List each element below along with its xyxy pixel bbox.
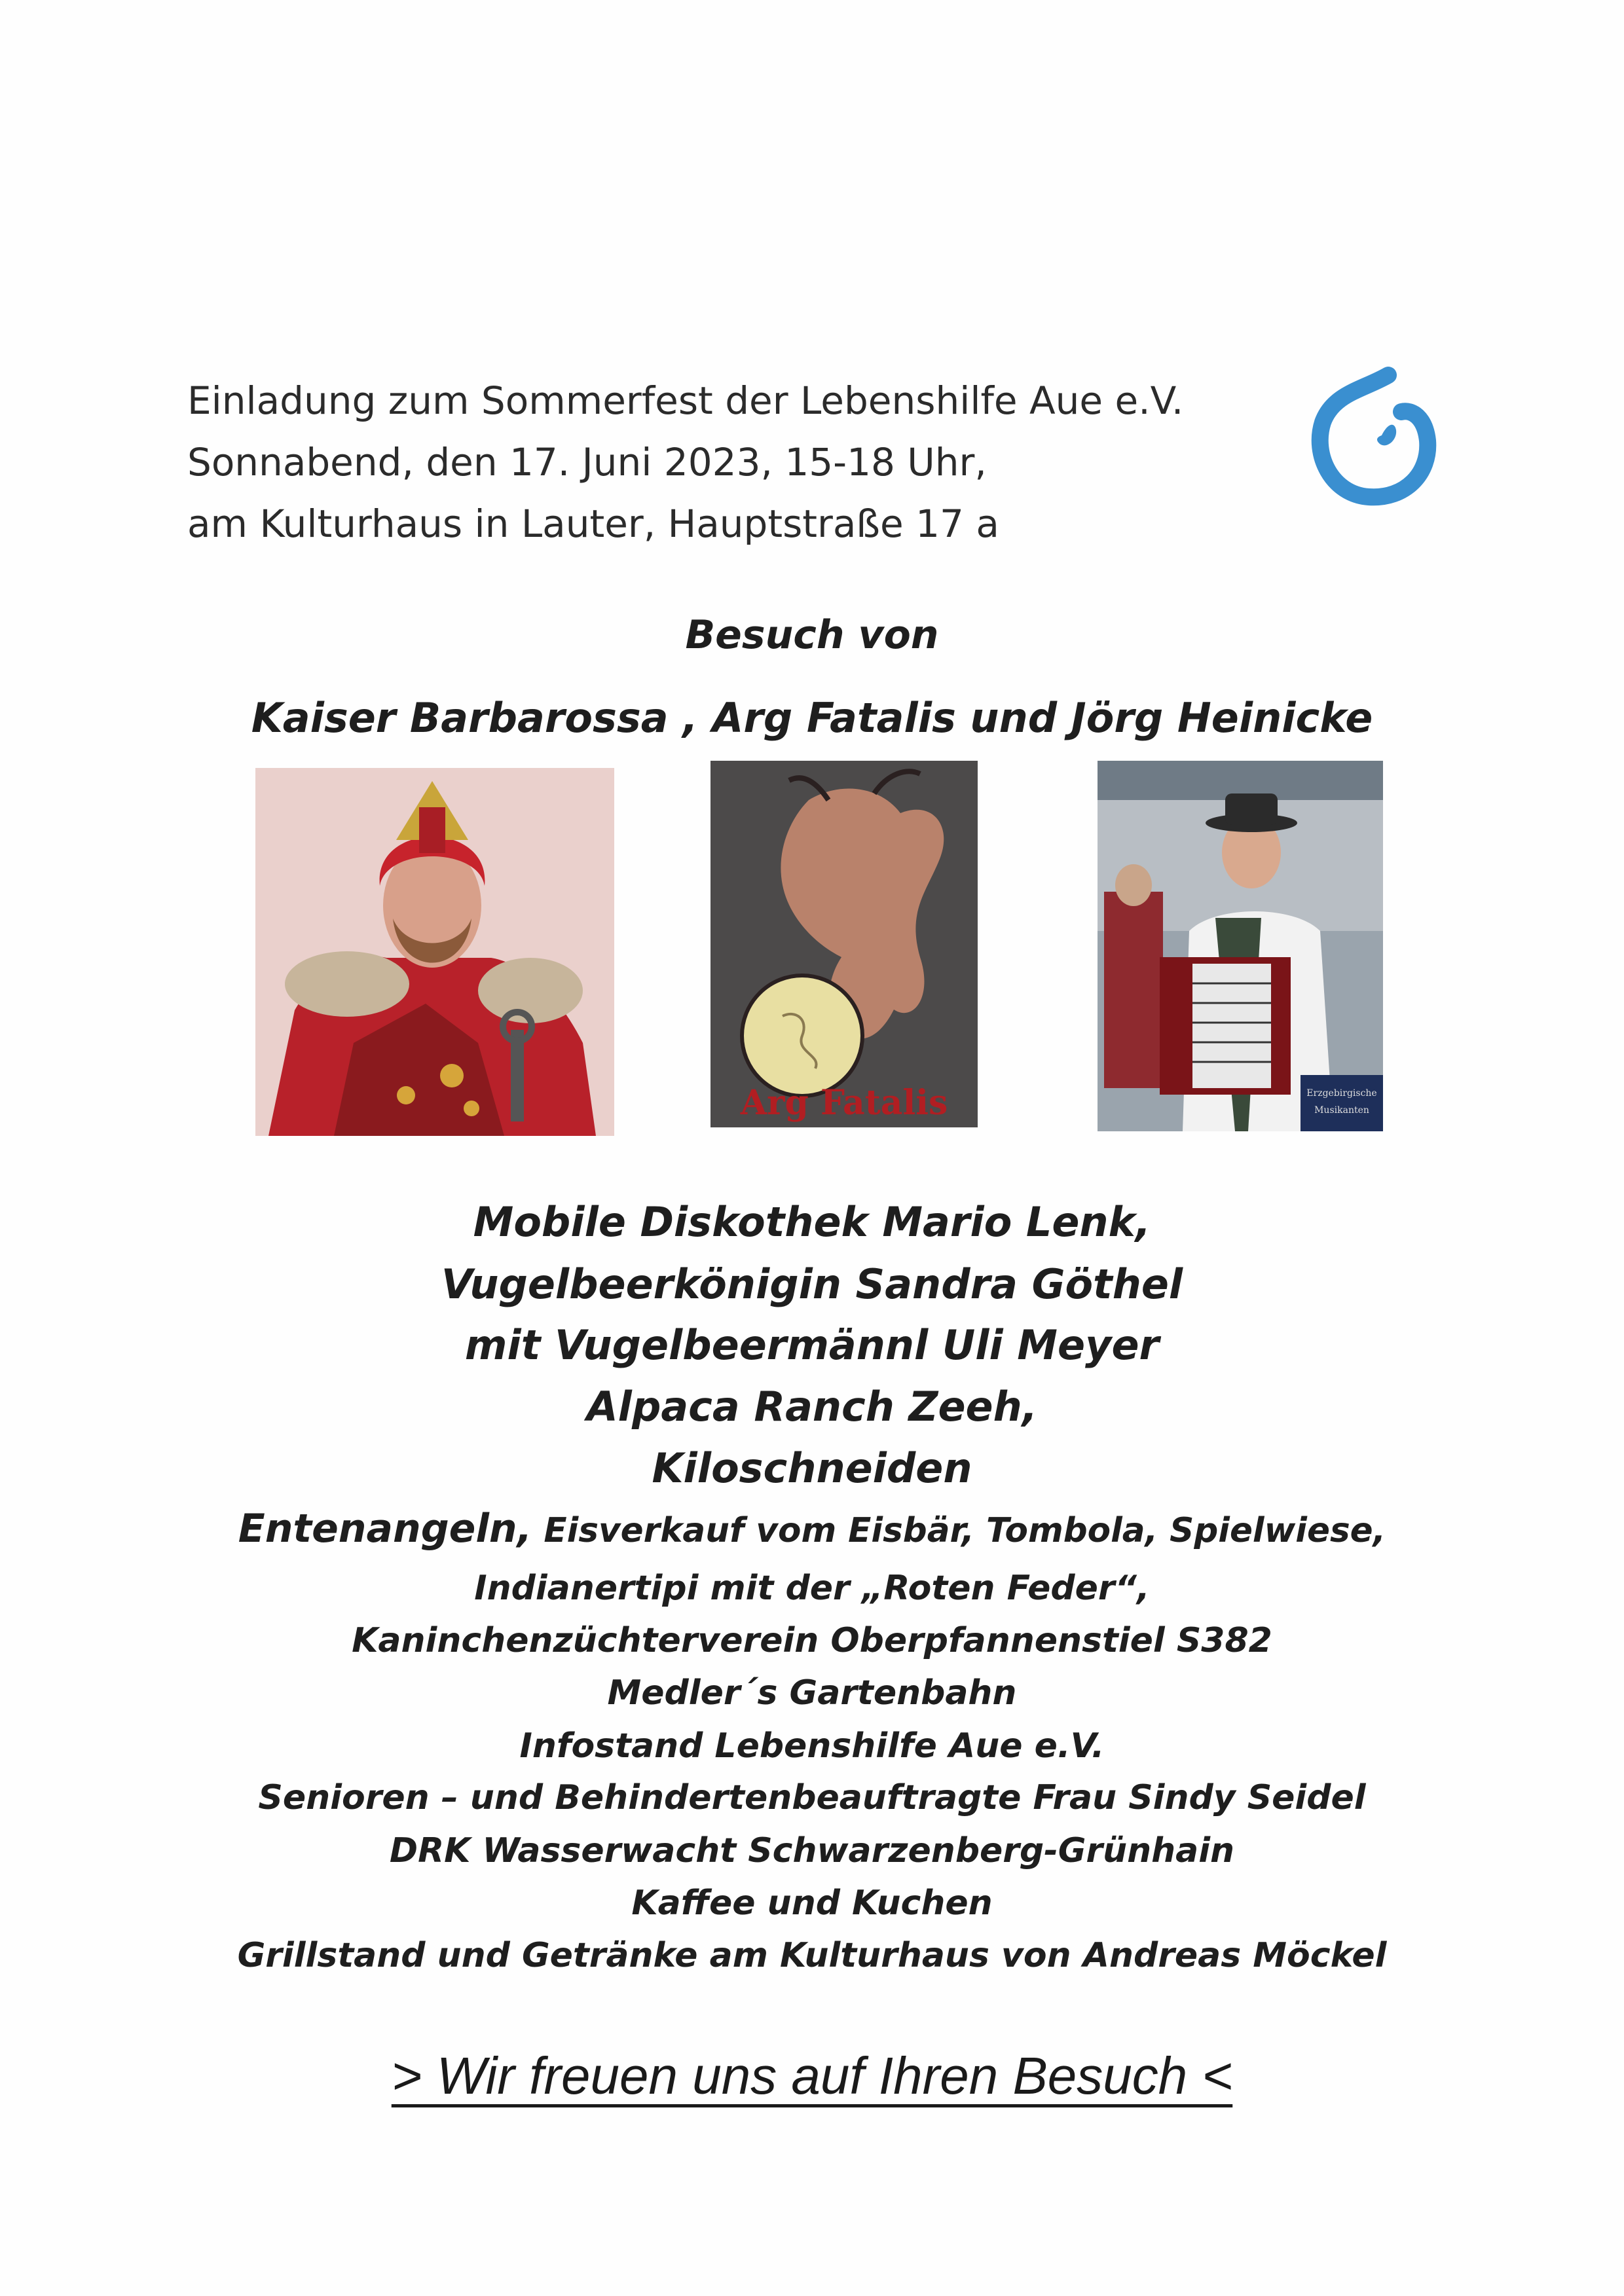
event-location: am Kulturhaus in Lauter, Hauptstraße 17 a (187, 501, 999, 546)
program-item-activities: Eisverkauf vom Eisbär, Tombola, Spielwiese, (532, 1511, 1386, 1550)
guests-heading: Besuch von (685, 612, 939, 658)
program-item: Grillstand und Getränke am Kulturhaus von Andreas Möckel (237, 1936, 1387, 1975)
program-item: Mobile Diskothek Mario Lenk, (473, 1198, 1151, 1246)
event-date: Sonnabend, den 17. Juni 2023, 15-18 Uhr, (187, 440, 987, 484)
program-item-duck-fishing: Entenangeln, (238, 1506, 532, 1552)
closing-line (0, 2046, 1624, 2106)
program-item: Vugelbeerkönigin Sandra Göthel (441, 1260, 1183, 1308)
program-item: Infostand Lebenshilfe Aue e.V. (519, 1726, 1105, 1766)
program-item: Alpaca Ranch Zeeh, (586, 1383, 1038, 1430)
program-item: Indianertipi mit der „Roten Feder“, (474, 1569, 1150, 1608)
banner-line2: Musikanten (1314, 1105, 1369, 1116)
program-item: Senioren – und Behindertenbeauftragte Frau Sindy Seidel (258, 1778, 1366, 1817)
program-item: Kaffee und Kuchen (631, 1884, 993, 1923)
program-item-attractions (0, 1506, 1624, 1552)
program-item: Kiloschneiden (652, 1444, 972, 1492)
invitation-title: Einladung zum Sommerfest der Lebenshilfe Aue e.V. (187, 378, 1184, 423)
banner-line1: Erzgebirgische (1306, 1088, 1377, 1099)
arg-fatalis-photo (710, 761, 978, 1127)
program-item: Kaninchenzüchterverein Oberpfannenstiel S382 (352, 1621, 1272, 1660)
program-item: Medler´s Gartenbahn (607, 1673, 1017, 1713)
closing-text: > Wir freuen uns auf Ihren Besuch < (391, 2047, 1233, 2105)
program-item: mit Vugelbeermännl Uli Meyer (464, 1321, 1160, 1369)
program-item: DRK Wasserwacht Schwarzenberg-Grünhain (389, 1831, 1235, 1870)
arg-fatalis-caption: Arg Fatalis (740, 1083, 948, 1123)
lebenshilfe-logo-icon (1290, 357, 1454, 520)
barbarossa-photo (255, 768, 614, 1136)
guests-names: Kaiser Barbarossa , Arg Fatalis und Jörg Heinicke (251, 694, 1373, 742)
heinicke-photo (1098, 761, 1383, 1131)
